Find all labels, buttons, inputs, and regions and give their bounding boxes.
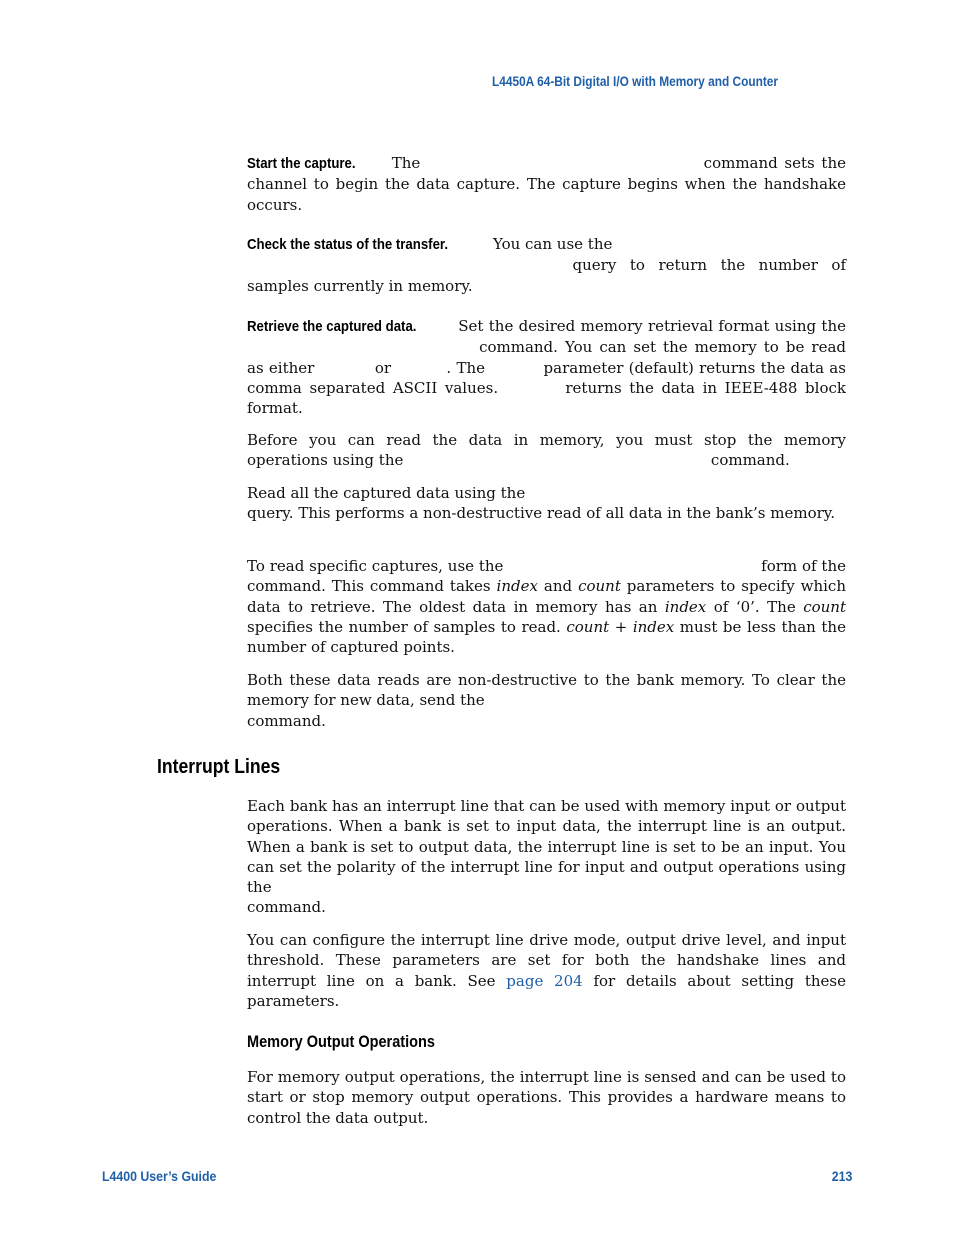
stop-text-1: Before you can read the data in memory, you must stop the memory operations using the [247,431,846,470]
clear-text-1: Both these data reads are non-destructive to the bank memory. To clear the memory for new data, send the [247,671,846,710]
retrieve-text-6: returns the data in IEEE-488 block format. [247,378,846,418]
page-204-link[interactable]: page 204 [506,971,583,990]
interrupt-text-2a: You can configure the interrupt line drive mode, output drive level, and input threshold. These parameters are set for both the handshake lines and interrupt line on a bank. See [247,931,846,990]
retrieve-paragraph [247,316,846,418]
specific-index-2: index [664,597,707,616]
capture-paragraph [247,153,846,215]
stop-text-2: command. [710,451,790,470]
specific-count-2: count [803,597,846,616]
specific-plus: + [614,617,628,636]
retrieve-text-3: or [374,358,392,377]
running-header: L4450A 64-Bit Digital I/O with Memory and Counter [492,74,779,89]
specific-count: count [578,577,621,596]
specific-text-5: of ‘0’. The [713,597,796,616]
specific-text-6: specifies the number of samples to read. [247,617,561,636]
interrupt-text-1a: Each bank has an interrupt line that can be used with memory input or output operations. When a bank is set to input data, the interrupt line is an output. When a bank is set to output data, the interrupt line is set to be an input. You can set the polarity of the interrupt line for input and output operations using the [247,797,846,897]
clear-paragraph [247,670,846,731]
memory-output-text: For memory output operations, the interrupt line is sensed and can be used to start or stop memory output operations. This provides a hardware means to control the data output. [247,1068,846,1127]
interrupt-text-2b: for details about setting these parameters. [247,971,846,1010]
status-text-1: You can use the [492,235,613,253]
specific-index-3: index [632,617,675,636]
readall-paragraph [247,483,846,524]
specific-text-3: and [543,577,573,596]
retrieve-lead: Retrieve the captured data. [247,318,417,335]
specific-text-1: To read specific captures, use the [247,557,504,575]
retrieve-text-1: Set the desired memory retrieval format using the [458,317,846,335]
clear-text-2: command. [247,711,326,730]
memory-output-paragraph [247,1067,846,1128]
readall-text-1: Read all the captured data using the [247,484,526,502]
footer-page-number: 213 [831,1168,852,1184]
retrieve-text-4: . The [446,358,485,377]
capture-lead: Start the capture. [247,155,356,172]
stop-paragraph [247,430,846,471]
retrieve-text-5: parameter (default) returns the data as comma separated ASCII values. [247,358,846,397]
specific-index: index [496,577,538,596]
readall-text-2: query. This performs a non-destructive read of all data in the bank’s memory. [247,504,836,523]
capture-text-1: The [391,154,421,172]
memory-output-heading: Memory Output Operations [247,1033,435,1051]
status-lead: Check the status of the transfer. [247,236,448,253]
interrupt-paragraph-1 [247,796,846,918]
capture-text-2: command sets the channel to begin the data capture. The capture begins when the handshake occurs. [247,154,846,214]
status-paragraph [247,234,846,296]
retrieve-text-2: command. You can set the memory to be read as either [247,338,846,377]
specific-paragraph [247,556,846,657]
specific-text-4: parameters to specify which data to retrieve. The oldest data in memory has an [247,577,846,616]
specific-text-2: form of the command. This command takes [247,557,846,596]
interrupt-paragraph-2 [247,930,846,1011]
status-text-2: query to return the number of samples currently in memory. [247,256,846,295]
specific-text-7: must be less than the number of captured points. [247,617,846,657]
interrupt-text-1b: command. [247,898,326,917]
interrupt-lines-heading: Interrupt Lines [157,756,281,778]
specific-count-3: count [566,617,610,636]
footer-guide-title: L4400 User’s Guide [102,1168,217,1184]
